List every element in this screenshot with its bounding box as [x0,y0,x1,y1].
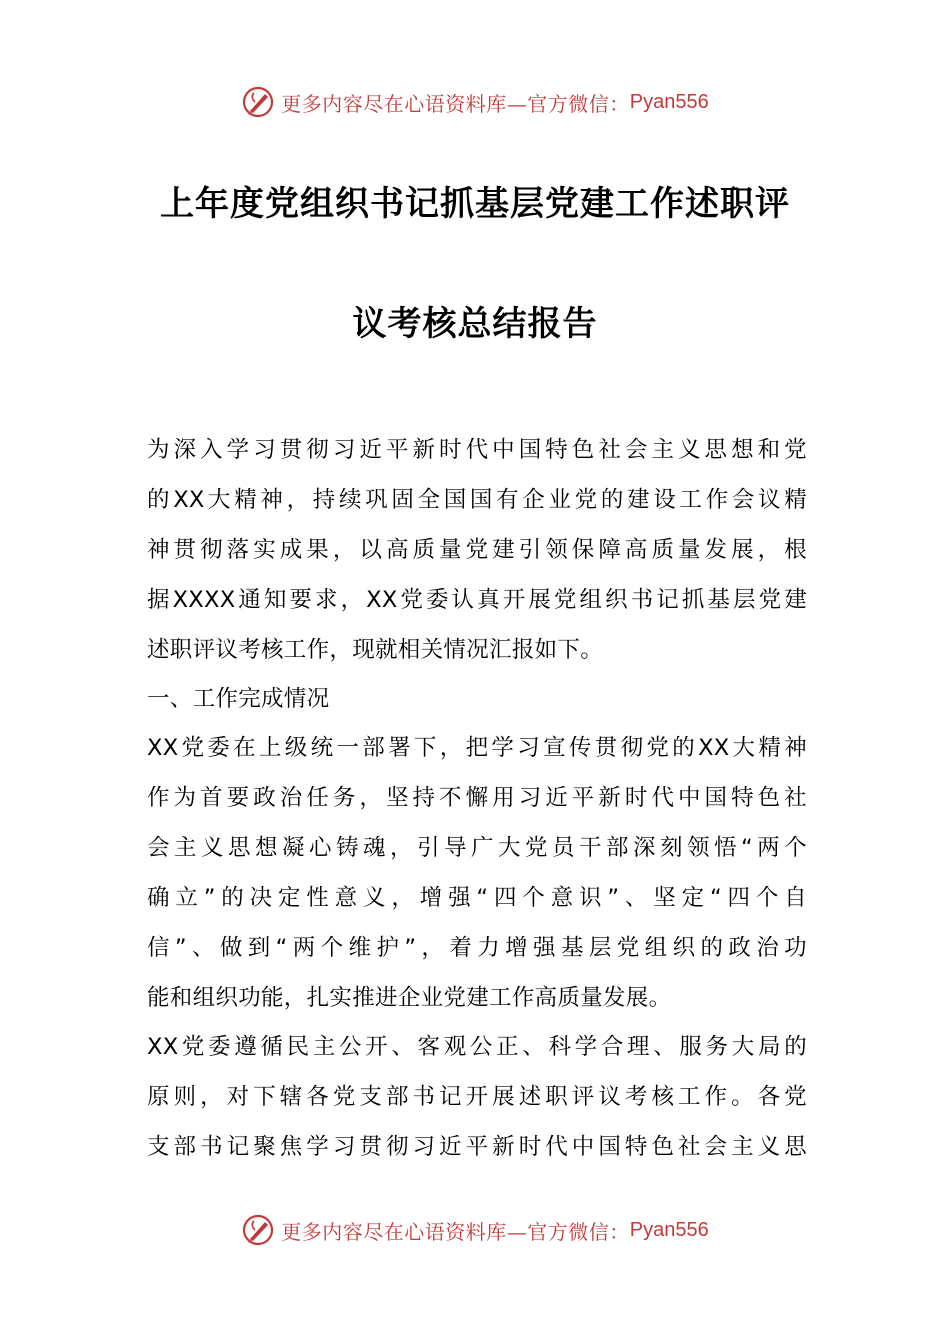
body-line: XX党委遵循民主公开、客观公正、科学合理、服务大局的 [147,1034,807,1060]
body-line: 神贯彻落实成果，以高质量党建引领保障高质量发展，根 [147,537,807,563]
body-line: 为深入学习贯彻习近平新时代中国特色社会主义思想和党 [147,437,807,463]
quill-logo-icon [241,1213,275,1247]
body-line: XX党委在上级统一部署下，把学习宣传贯彻党的XX大精神 [147,735,807,761]
body-line: 述职评议考核工作，现就相关情况汇报如下。 [147,637,604,663]
quill-logo-icon [241,85,275,119]
body-line: 会主义思想凝心铸魂，引导广大党员干部深刻领悟“两个 [147,835,807,861]
document-title-line-1: 上年度党组织书记抓基层党建工作述职评 [160,184,790,224]
body-line: 原则，对下辖各党支部书记开展述职评议考核工作。各党 [147,1084,807,1110]
body-line: 确立”的决定性意义，增强“四个意识”、坚定“四个自 [147,885,807,911]
body-line: 支部书记聚焦学习贯彻习近平新时代中国特色社会主义思 [147,1134,807,1160]
body-line: 信”、做到“两个维护”，着力增强基层党组织的政治功 [147,935,807,961]
section-heading: 一、工作完成情况 [147,686,330,712]
banner-wechat-id: Pyan556 [629,1218,709,1241]
body-line: 能和组织功能，扎实推进企业党建工作高质量发展。 [147,985,672,1011]
banner-wechat-id: Pyan556 [629,90,709,113]
footer-banner [0,1210,950,1250]
header-banner [0,82,950,122]
banner-text: 更多内容尽在心语资料库—官方微信： [281,1219,630,1244]
body-line: 的XX大精神，持续巩固全国国有企业党的建设工作会议精 [147,487,807,513]
body-line: 作为首要政治任务，坚持不懈用习近平新时代中国特色社 [147,785,807,811]
banner-text: 更多内容尽在心语资料库—官方微信： [281,91,630,116]
document-title-line-2: 议考核总结报告 [352,304,598,344]
body-line: 据XXXX通知要求，XX党委认真开展党组织书记抓基层党建 [147,587,807,613]
